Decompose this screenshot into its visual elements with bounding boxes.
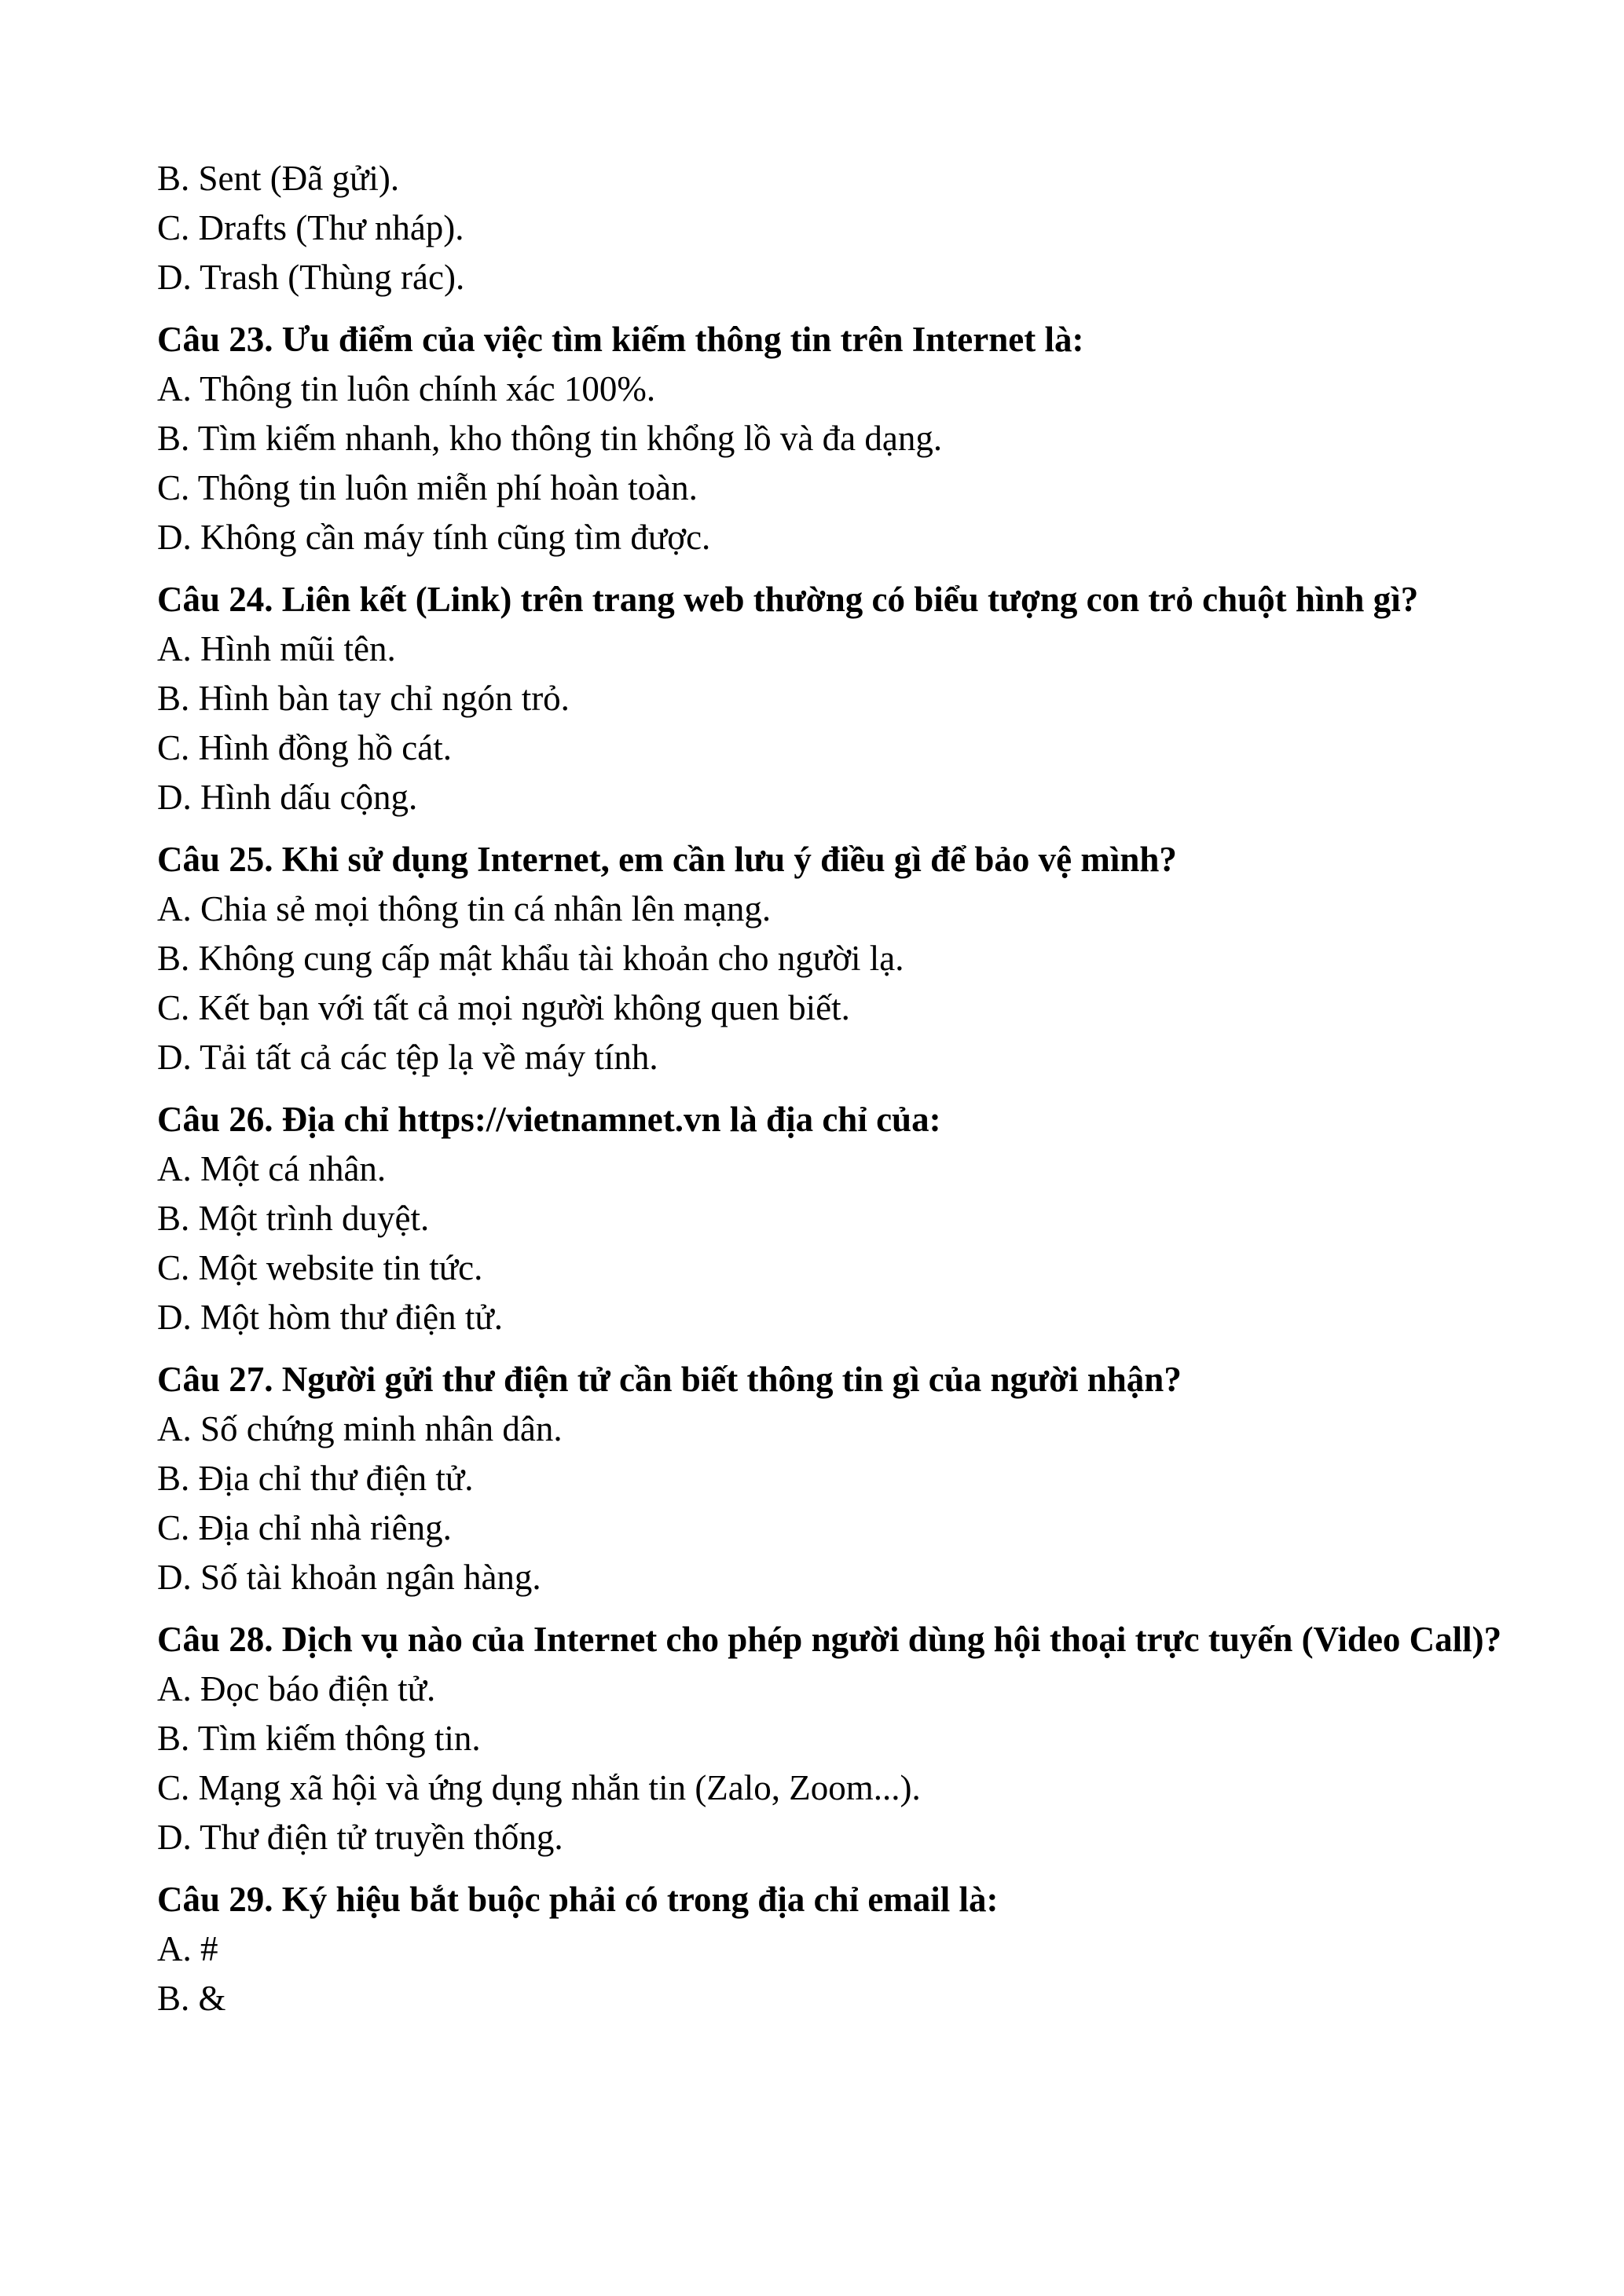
option-line: B. Một trình duyệt.	[157, 1199, 430, 1238]
option-line: B. Địa chỉ thư điện tử.	[157, 1459, 474, 1498]
question-block-28	[157, 1615, 1561, 1862]
option-line: A. Hình mũi tên.	[157, 629, 396, 668]
option-line: A. Một cá nhân.	[157, 1149, 387, 1188]
option-line: D. Tải tất cả các tệp lạ về máy tính.	[157, 1038, 658, 1077]
option-line: A. Thông tin luôn chính xác 100%.	[157, 369, 656, 408]
option-line: B. Tìm kiếm thông tin.	[157, 1719, 481, 1758]
question-title: Câu 29. Ký hiệu bắt buộc phải có trong địa chỉ email là:	[157, 1880, 999, 1919]
question-title: Câu 28. Dịch vụ nào của Internet cho phép người dùng hội thoại trực tuyến (Video Call)?	[157, 1620, 1502, 1659]
option-line: B. Hình bàn tay chỉ ngón trỏ.	[157, 679, 570, 718]
option-line: A. Số chứng minh nhân dân.	[157, 1409, 563, 1448]
question-block-22-partial	[157, 154, 1561, 302]
option-line: D. Một hòm thư điện tử.	[157, 1298, 504, 1337]
option-line: A. #	[157, 1929, 218, 1968]
option-line: D. Trash (Thùng rác).	[157, 258, 465, 297]
option-line: D. Số tài khoản ngân hàng.	[157, 1558, 541, 1597]
question-block-29	[157, 1875, 1561, 2023]
option-line: C. Thông tin luôn miễn phí hoàn toàn.	[157, 468, 698, 507]
option-line: C. Kết bạn với tất cả mọi người không quen biết.	[157, 988, 850, 1027]
option-line: C. Một website tin tức.	[157, 1248, 483, 1287]
option-line: B. Sent (Đã gửi).	[157, 159, 400, 198]
option-line: B. &	[157, 1979, 226, 2018]
question-block-23	[157, 315, 1561, 562]
question-block-26	[157, 1095, 1561, 1342]
question-block-24	[157, 575, 1561, 822]
question-title: Câu 27. Người gửi thư điện tử cần biết thông tin gì của người nhận?	[157, 1360, 1182, 1399]
option-line: B. Tìm kiếm nhanh, kho thông tin khổng lồ và đa dạng.	[157, 419, 943, 458]
option-line: D. Hình dấu cộng.	[157, 778, 418, 817]
option-line: D. Thư điện tử truyền thống.	[157, 1818, 563, 1857]
question-block-25	[157, 835, 1561, 1082]
option-line: C. Drafts (Thư nháp).	[157, 208, 464, 247]
question-title: Câu 26. Địa chỉ https://vietnamnet.vn là địa chỉ của:	[157, 1100, 941, 1139]
option-line: C. Mạng xã hội và ứng dụng nhắn tin (Zalo, Zoom...).	[157, 1768, 921, 1807]
option-line: B. Không cung cấp mật khẩu tài khoản cho người lạ.	[157, 939, 904, 978]
question-title: Câu 23. Ưu điểm của việc tìm kiếm thông tin trên Internet là:	[157, 320, 1084, 359]
option-line: C. Hình đồng hồ cát.	[157, 728, 452, 767]
question-title: Câu 24. Liên kết (Link) trên trang web thường có biểu tượng con trỏ chuột hình gì?	[157, 580, 1419, 619]
question-title: Câu 25. Khi sử dụng Internet, em cần lưu ý điều gì để bảo vệ mình?	[157, 840, 1177, 879]
question-block-27	[157, 1355, 1561, 1602]
option-line: A. Đọc báo điện tử.	[157, 1669, 436, 1708]
option-line: D. Không cần máy tính cũng tìm được.	[157, 518, 711, 557]
option-line: C. Địa chỉ nhà riêng.	[157, 1508, 452, 1547]
option-line: A. Chia sẻ mọi thông tin cá nhân lên mạng.	[157, 889, 772, 928]
